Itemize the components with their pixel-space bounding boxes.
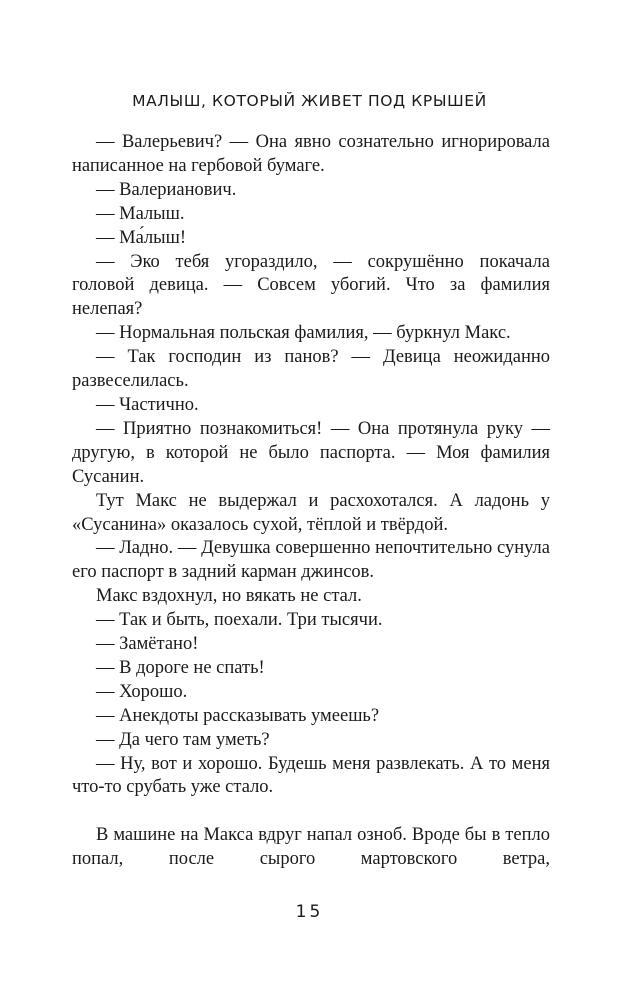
paragraph: — Валерианович. bbox=[96, 179, 237, 200]
paragraph: — Валерьевич? — Она явно сознательно игнорировала написанное на гербовой бумаге. bbox=[72, 132, 550, 176]
paragraph: Макс вздохнул, но вякать не стал. bbox=[96, 586, 362, 607]
page-number: 15 bbox=[295, 902, 324, 922]
running-head: МАЛЫШ, КОТОРЫЙ ЖИВЕТ ПОД КРЫШЕЙ bbox=[132, 92, 487, 110]
paragraph: — Анекдоты рассказывать умеешь? bbox=[96, 705, 380, 726]
paragraph: — Хорошо. bbox=[96, 681, 188, 702]
section-break bbox=[72, 800, 550, 824]
paragraph: — Ма́лыш! bbox=[96, 227, 187, 248]
paragraph: — Приятно познакомиться! — Она протянула руку — другую, в которой не было паспорта. — Моя фамилия Сусанин. bbox=[72, 418, 550, 487]
paragraph: — Ну, вот и хорошо. Будешь меня развлекать. А то меня что-то срубать уже стало. bbox=[72, 753, 550, 798]
paragraph: — Замётано! bbox=[96, 634, 199, 655]
paragraph: — Так и быть, поехали. Три тысячи. bbox=[96, 610, 383, 631]
paragraph: В машине на Макса вдруг напал озноб. Вроде бы в тепло попал, после сырого мартовского ветра, bbox=[72, 825, 550, 870]
paragraph: — Частично. bbox=[96, 394, 199, 415]
paragraph: — В дороге не спать! bbox=[96, 657, 265, 678]
body-text bbox=[72, 131, 550, 872]
paragraph: — Нормальная польская фамилия, — буркнул Макс. bbox=[96, 323, 511, 344]
paragraph: — Так господин из панов? — Девица неожиданно развеселилась. bbox=[72, 347, 550, 392]
paragraph: — Эко тебя угораздило, — сокрушённо покачала головой девица. — Совсем убогий. Что за фамилия нелепая? bbox=[72, 251, 550, 320]
paragraph: Тут Макс не выдержал и расхохотался. А ладонь у «Сусанина» оказалось сухой, тёплой и твёрдой. bbox=[72, 490, 550, 535]
paragraph: — Да чего там уметь? bbox=[96, 729, 270, 750]
paragraph: — Малыш. bbox=[96, 203, 185, 224]
paragraph: — Ладно. — Девушка совершенно непочтительно сунула его паспорт в задний карман джинсов. bbox=[72, 538, 550, 583]
